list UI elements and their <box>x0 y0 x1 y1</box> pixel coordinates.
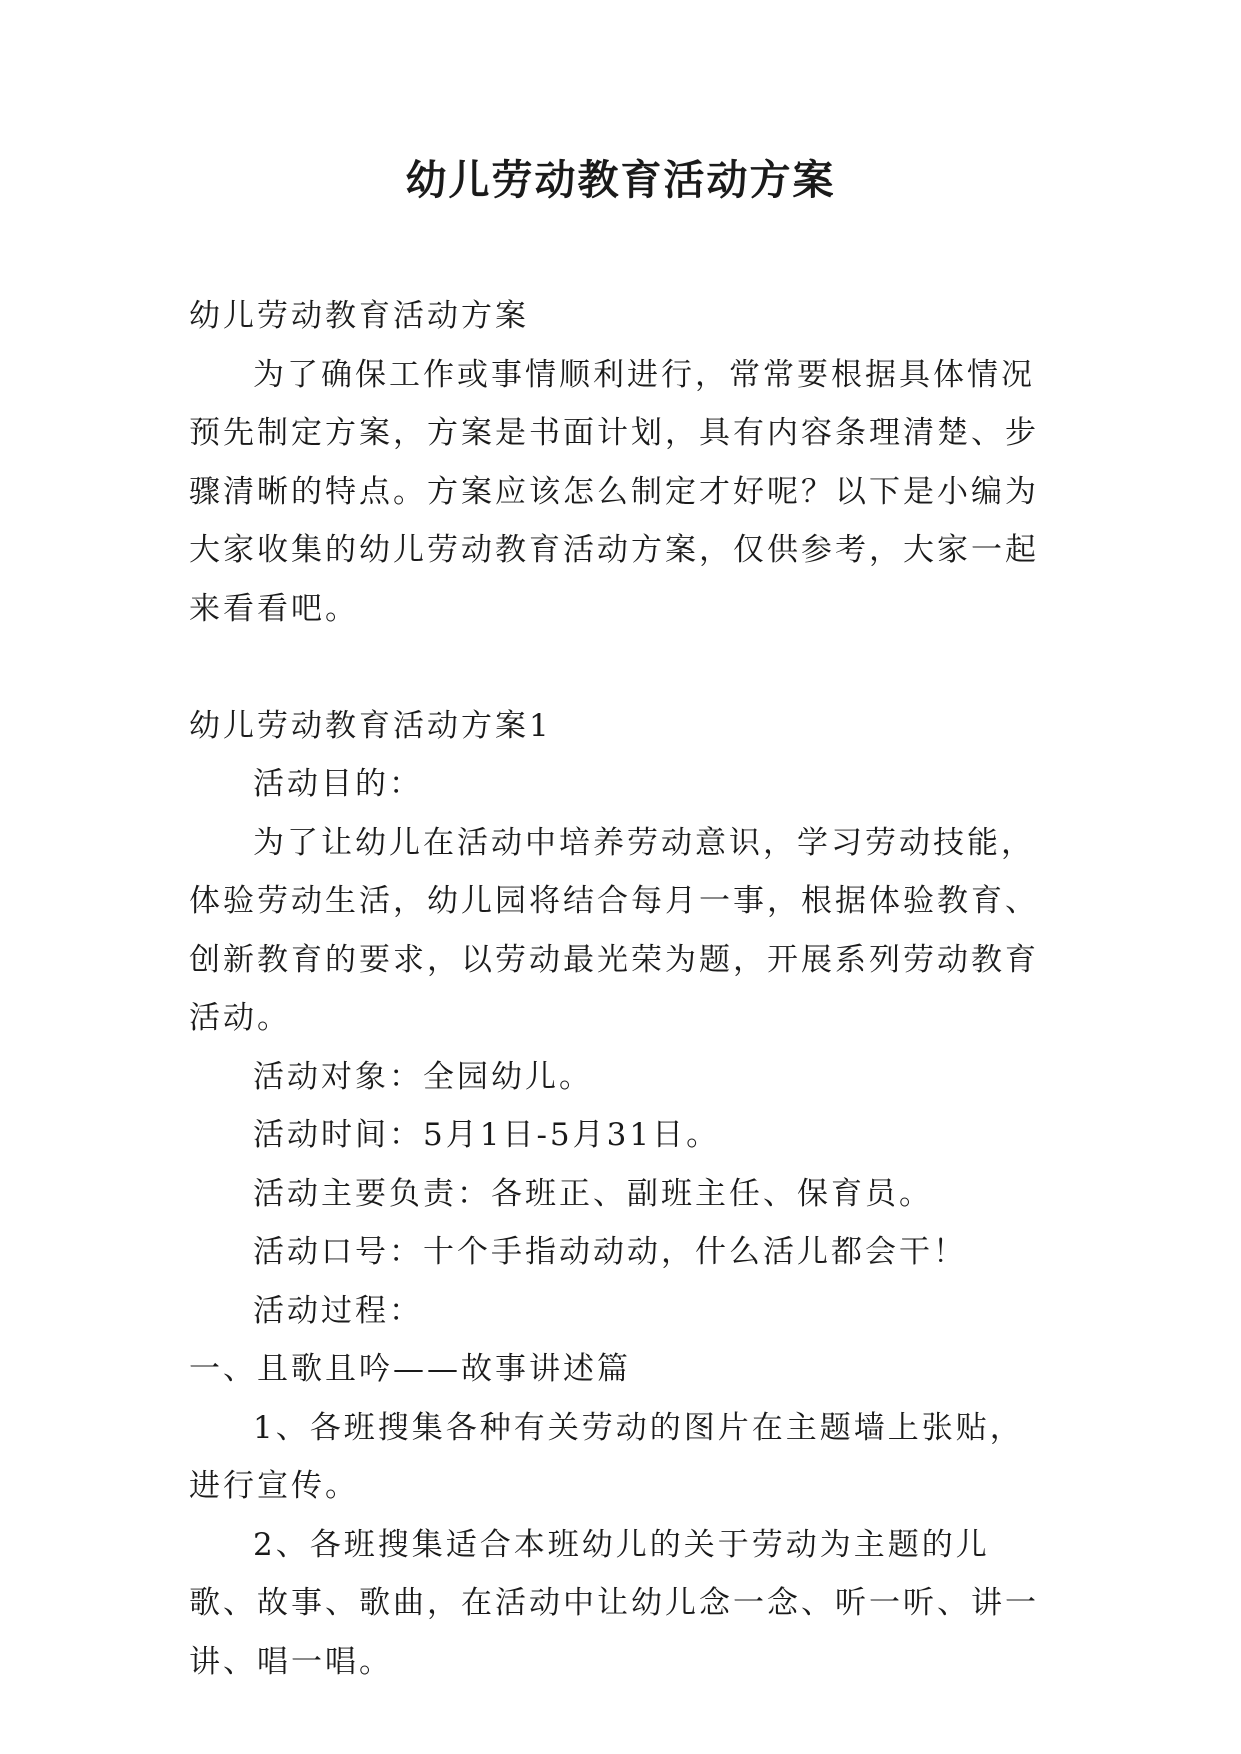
intro-heading: 幼儿劳动教育活动方案 <box>189 298 529 334</box>
document-title: 幼儿劳动教育活动方案 <box>405 156 836 204</box>
activity-responsible: 活动主要负责：各班正、副班主任、保育员。 <box>253 1175 933 1212</box>
intro-paragraph: 为了确保工作或事情顺利进行，常常要根据具体情况预先制定方案，方案是书面计划，具有内容条理清楚、步骤清晰的特点。方案应该怎么制定才好呢？以下是小编为大家收集的幼儿劳动教育活动方案，仅供参考，大家一起来看看吧。 <box>189 356 1039 627</box>
activity-target: 活动对象：全园幼儿。 <box>253 1058 593 1095</box>
section-heading-plan-1: 幼儿劳动教育活动方案1 <box>189 707 552 744</box>
process-section-heading: 一、且歌且吟——故事讲述篇 <box>189 1351 631 1387</box>
document-body <box>189 287 1051 1691</box>
activity-purpose-label: 活动目的： <box>253 766 423 802</box>
activity-process-label: 活动过程： <box>253 1292 423 1329</box>
process-item-2: 2、各班搜集适合本班幼儿的关于劳动为主题的儿歌、故事、歌曲，在活动中让幼儿念一念、听一听、讲一讲、唱一唱。 <box>189 1526 1039 1680</box>
activity-slogan: 活动口号：十个手指动动动，什么活儿都会干！ <box>253 1234 967 1270</box>
process-item-1: 1、各班搜集各种有关劳动的图片在主题墙上张贴，进行宣传。 <box>189 1409 1024 1504</box>
paragraph-spacer <box>189 638 1051 697</box>
activity-time: 活动时间：5月1日-5月31日。 <box>253 1117 721 1153</box>
activity-purpose-text: 为了让幼儿在活动中培养劳动意识，学习劳动技能，体验劳动生活，幼儿园将结合每月一事，根据体验教育、创新教育的要求，以劳动最光荣为题，开展系列劳动教育活动。 <box>189 824 1039 1036</box>
